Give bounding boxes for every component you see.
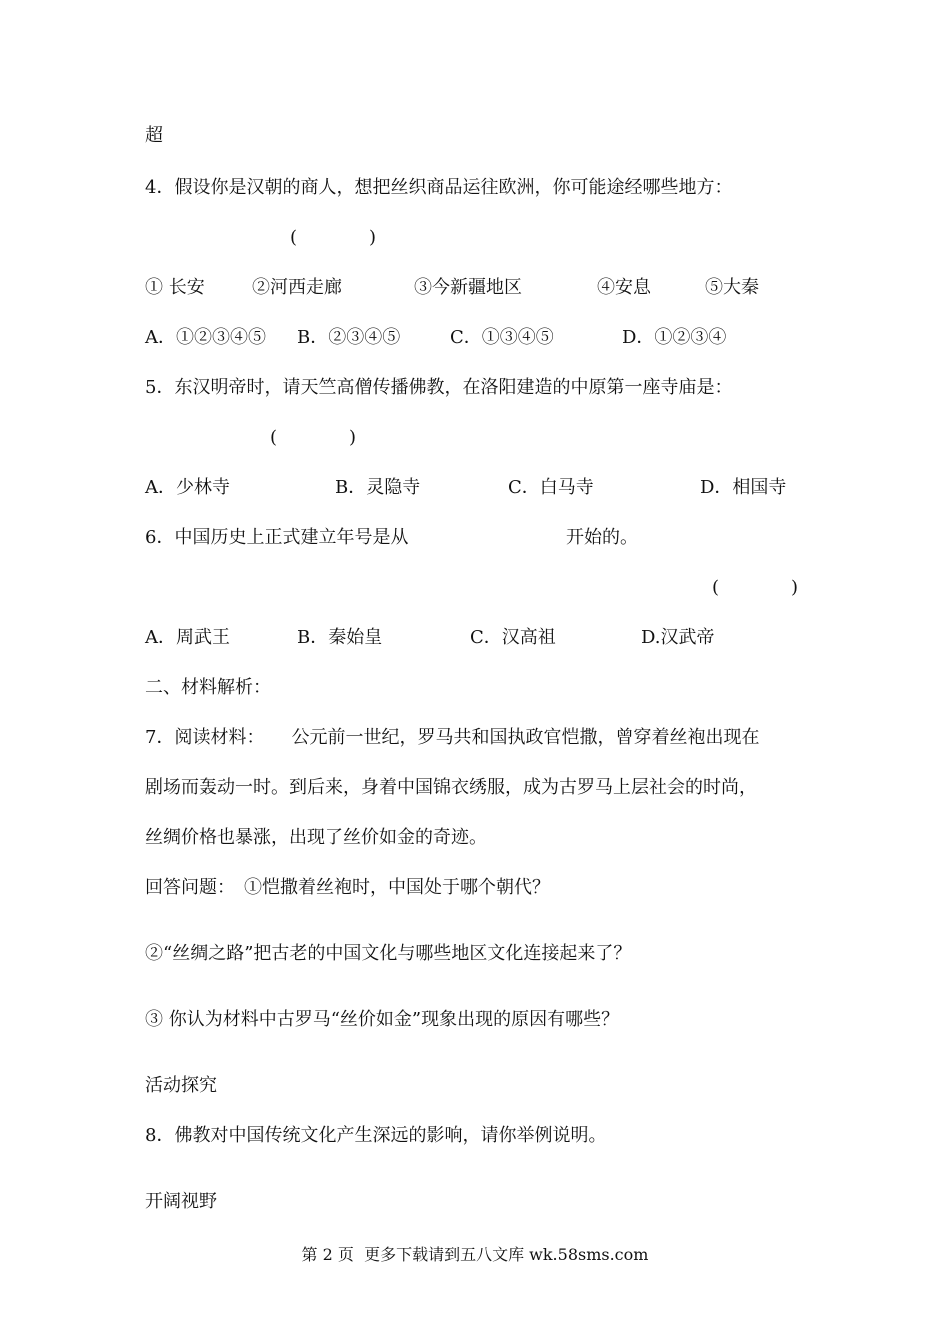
q6-stem-start: 6．中国历史上正式建立年号是从: [145, 527, 409, 548]
q5-option-c: C．白马寺: [508, 477, 594, 498]
q4-answer-blank: ( ): [290, 227, 377, 248]
q5-option-d: D．相国寺: [700, 477, 787, 498]
q4-item-2: ②河西走廊: [252, 277, 342, 298]
q5-option-b: B．灵隐寺: [335, 477, 421, 498]
section-title-activity: 活动探究: [145, 1075, 217, 1096]
q5-option-a: A．少林寺: [145, 477, 230, 498]
q4-item-4: ④安息: [597, 277, 651, 298]
q6-option-a: A．周武王: [145, 627, 230, 648]
q7-material-line-1: 7．阅读材料： 公元前一世纪，罗马共和国执政官恺撒，曾穿着丝袍出现在: [145, 727, 760, 748]
q6-stem-end: 开始的。: [566, 527, 638, 548]
q4-option-a: A．①②③④⑤: [145, 327, 266, 348]
q6-option-c: C．汉高祖: [470, 627, 556, 648]
q8-text: 8．佛教对中国传统文化产生深远的影响，请你举例说明。: [145, 1125, 607, 1146]
q6-answer-blank: ( ): [712, 577, 799, 598]
section-title-material-analysis: 二、材料解析：: [145, 677, 271, 698]
q4-item-3: ③今新疆地区: [414, 277, 522, 298]
page-footer: 第 2 页 更多下载请到五八文库 wk.58sms.com: [301, 1245, 649, 1264]
section-title-horizon: 开阔视野: [145, 1191, 217, 1212]
q3-continuation: 超: [145, 125, 163, 146]
q6-option-b: B．秦始皇: [297, 627, 383, 648]
q4-option-d: D．①②③④: [622, 327, 727, 348]
q7-sub-question-3: ③ 你认为材料中古罗马“丝价如金”现象出现的原因有哪些？: [145, 1009, 620, 1030]
q7-sub-question-1: 回答问题： ①恺撒着丝袍时，中国处于哪个朝代？: [145, 877, 550, 898]
q4-item-1: ① 长安: [145, 277, 205, 298]
q6-option-d: D.汉武帝: [641, 627, 715, 648]
q7-material-line-3: 丝绸价格也暴涨，出现了丝价如金的奇迹。: [145, 827, 487, 848]
q4-stem: 4．假设你是汉朝的商人，想把丝织商品运往欧洲，你可能途经哪些地方：: [145, 177, 733, 198]
q7-sub-question-2: ②“丝绸之路”把古老的中国文化与哪些地区文化连接起来了？: [145, 943, 632, 964]
q5-stem: 5．东汉明帝时，请天竺高僧传播佛教，在洛阳建造的中原第一座寺庙是：: [145, 377, 733, 398]
q7-material-line-2: 剧场而轰动一时。到后来，身着中国锦衣绣服，成为古罗马上层社会的时尚，: [145, 777, 757, 798]
q5-answer-blank: ( ): [270, 427, 357, 448]
q4-option-b: B．②③④⑤: [297, 327, 401, 348]
q4-option-c: C．①③④⑤: [450, 327, 554, 348]
q4-item-5: ⑤大秦: [705, 277, 759, 298]
